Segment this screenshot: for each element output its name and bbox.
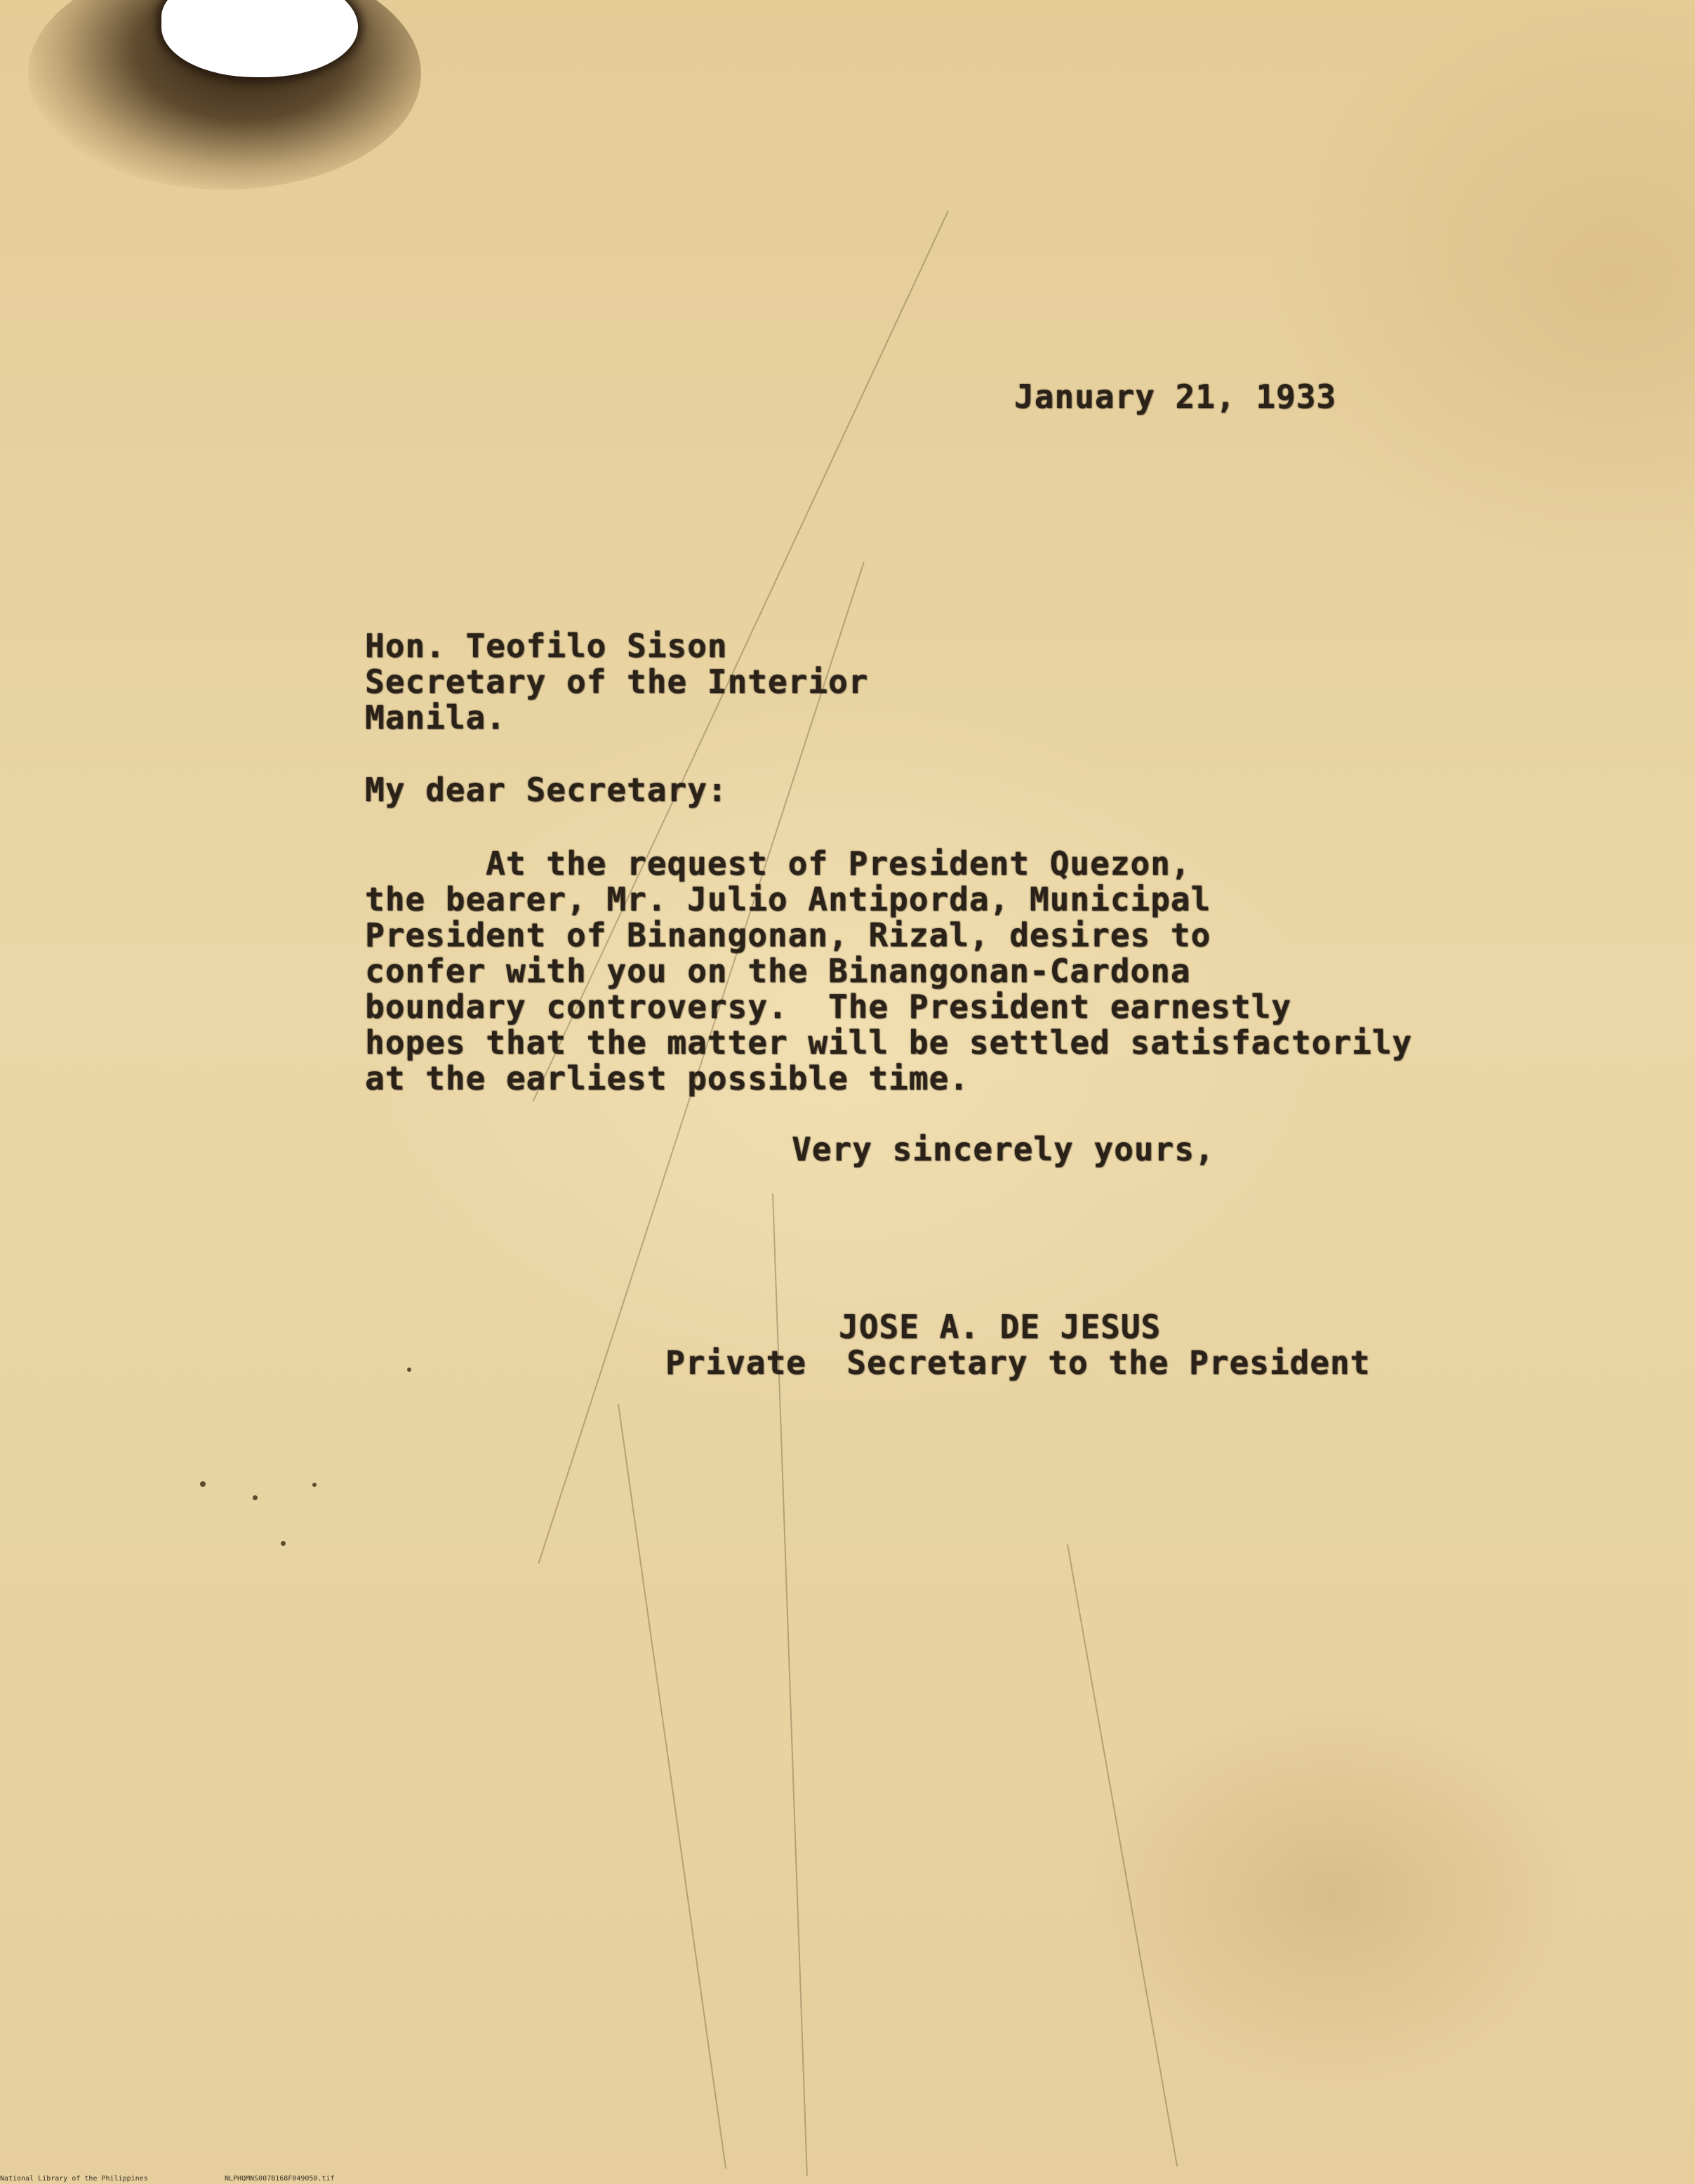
letter-body	[365, 846, 1412, 1097]
recipient-address	[365, 628, 868, 736]
body-line: boundary controversy. The President earnestly	[365, 988, 1291, 1026]
paper-crease	[1067, 1544, 1178, 2167]
address-line: Manila.	[365, 699, 506, 736]
paper-crease	[618, 1404, 726, 2169]
ink-speck	[407, 1368, 411, 1372]
body-line: confer with you on the Binangonan-Cardona	[365, 952, 1191, 990]
body-line: the bearer, Mr. Julio Antiporda, Municipal	[365, 880, 1211, 918]
signer-title: Private Secretary to the President	[665, 1344, 1371, 1382]
complimentary-close: Very sincerely yours,	[792, 1130, 1215, 1168]
body-line: at the earliest possible time.	[365, 1059, 969, 1097]
address-line: Secretary of the Interior	[365, 663, 869, 701]
ink-speck	[253, 1495, 258, 1500]
salutation: My dear Secretary:	[365, 771, 728, 809]
letter-date: January 21, 1933	[1014, 378, 1337, 416]
body-line: At the request of President Quezon,	[365, 845, 1191, 882]
body-line: hopes that the matter will be settled satisfactorily	[365, 1024, 1413, 1061]
paper-crease	[772, 1193, 808, 2176]
footer-file-id: NLPHQMNS007B168F049050.tif	[225, 2175, 335, 2183]
footer-library: National Library of the Philippines	[0, 2175, 148, 2183]
address-line: Hon. Teofilo Sison	[365, 627, 728, 665]
body-line: President of Binangonan, Rizal, desires to	[365, 916, 1211, 954]
signer-name: JOSE A. DE JESUS	[839, 1308, 1162, 1346]
ink-speck	[200, 1481, 206, 1487]
ink-speck	[281, 1541, 286, 1546]
ink-speck	[312, 1483, 317, 1487]
